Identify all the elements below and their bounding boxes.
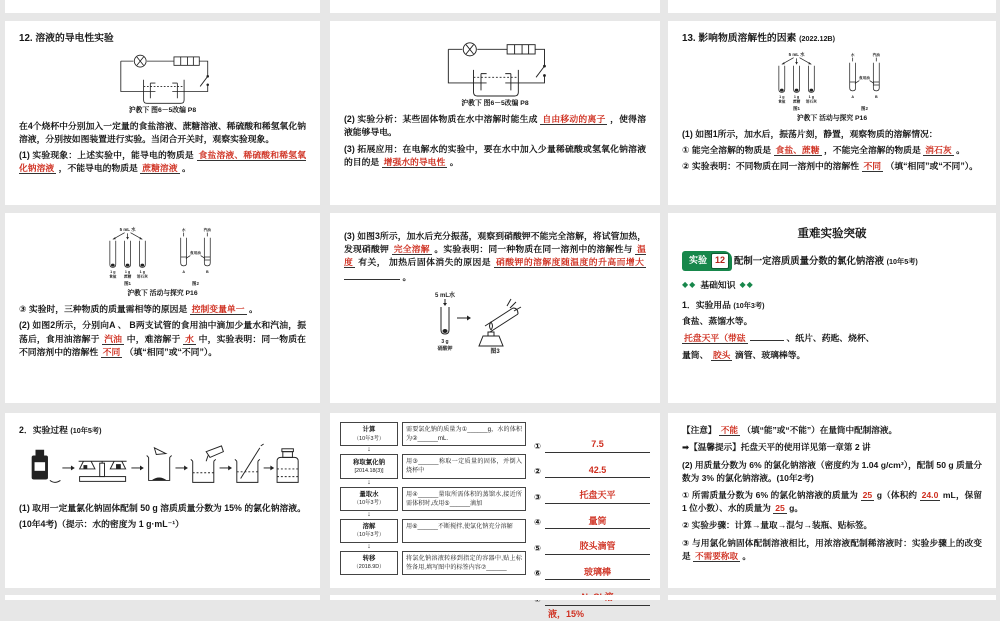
answer-nonconductive: 蔗糖溶液: [140, 163, 179, 174]
text-run: 。: [249, 304, 258, 314]
circled-number: ④: [534, 516, 541, 529]
label-lime: 消石灰: [136, 274, 147, 279]
label-mass1: 1 g: [110, 270, 115, 274]
procedure-flowchart: [340, 422, 650, 621]
p4-question2: [19, 319, 306, 359]
flowchart-step-transfer: [340, 551, 526, 575]
text-run: 。: [182, 163, 191, 173]
step-title: 称取氯化钠: [342, 458, 396, 468]
section-header: 重难实验突破: [682, 226, 982, 243]
heading-number: 13.: [682, 33, 696, 44]
solubility-test-diagram: [747, 51, 917, 113]
text-run: 。: [742, 551, 751, 561]
p9-tip: ➡【温馨提示】托盘天平的使用详见第一章第 2 讲: [682, 441, 982, 454]
answer-row-2: [534, 464, 650, 479]
step-tag: （10年3考）: [342, 531, 396, 539]
label-fig1: 图1: [124, 280, 131, 287]
experiment-badge-row: [682, 251, 982, 271]
page-2: [330, 21, 660, 205]
flowchart-steps: [340, 422, 526, 621]
step-desc: 将氯化钠溶液转移到指定的容器中,贴上标签备用,填写图中的标签内容⑦______: [402, 551, 526, 575]
circled-number: ⑤: [534, 542, 541, 555]
label-shui: 水: [851, 52, 855, 57]
text-run: ，不能导电的物质是: [59, 163, 138, 173]
answer-value: 量筒: [545, 515, 650, 530]
text-run: 。: [956, 145, 965, 155]
answer-value: 托盘天平: [545, 489, 650, 504]
label-fig3: 图3: [490, 347, 500, 355]
answer-gasoline: 汽油: [102, 334, 124, 345]
text-run: 。实验表明：同一种物质在同一溶剂中的溶解性与: [434, 244, 632, 254]
partial-page-top-1: [5, 0, 320, 13]
answer-no-weighing: 不需要称取: [693, 551, 740, 562]
text-run: ，使得溶液能够导电。: [344, 114, 646, 137]
figure-caption: 沪教下 活动与探究 P16: [19, 289, 306, 299]
answer-undissolved: 消石灰: [923, 145, 953, 156]
p3-sub1: [682, 144, 982, 157]
circuit-diagram: [425, 38, 565, 98]
label-salt: 食盐: [109, 274, 117, 279]
text-run: (3) 拓展应用：在电解水的实验中，要在水中加入少量稀硫酸或氢氧化钠溶液的目的是: [344, 144, 646, 167]
p7-item: [19, 424, 306, 437]
blank-line: [750, 331, 784, 341]
answer-water-25: 25: [773, 503, 787, 514]
step-tag: [2014.18(3)]: [342, 467, 396, 475]
subsection-label: 基础知识: [700, 279, 735, 292]
exam-tag: (10年3考): [733, 301, 764, 310]
heading-number: 12.: [19, 33, 33, 44]
text-run: ，不能完全溶解的物质是: [824, 145, 921, 155]
p3-question1: (1) 如图1所示，加水后，振荡片刻，静置，观察物质的溶解情况：: [682, 128, 982, 141]
battery-icon: [173, 57, 198, 65]
partial-page-top-2: [330, 0, 660, 13]
reagent-bottle-icon: [277, 449, 298, 483]
answer-temperature: 温度: [344, 244, 646, 268]
step-title: 量取水: [342, 490, 396, 500]
answer-value: 42.5: [545, 464, 650, 479]
label-fig2: 图2: [192, 280, 199, 287]
nacl-bottle-icon: [31, 450, 60, 483]
flowchart-step-dissolve: [340, 519, 526, 543]
answer-row-5: [534, 540, 650, 555]
subsection-basics: [682, 279, 982, 292]
label-kno3: 硝酸钾: [437, 345, 452, 352]
label-tube-a: A: [182, 270, 185, 274]
down-arrow-icon: ↓: [340, 511, 398, 519]
experiment-badge: [682, 251, 732, 271]
p9-sub3: [682, 537, 982, 563]
step-title: 计算: [342, 425, 396, 435]
label-fig2: 图2: [861, 105, 868, 112]
p7-question1-note: (10年4考)（提示：水的密度为 1 g·mL⁻¹）: [19, 518, 306, 531]
procedure-sequence-diagram: [24, 440, 302, 494]
item-title: 1．实验用品: [682, 300, 731, 310]
step-desc: 需要氯化钠的质量为①______g，水的体积为②______mL.: [402, 422, 526, 446]
page3-heading: [682, 32, 982, 47]
label-mass: 3 g: [441, 339, 448, 345]
answer-row-1: [534, 438, 650, 453]
text-run: ③ 与用氯化钠固体配制溶液相比，用浓溶液配制稀溶液时：实验步骤上的改变是: [682, 538, 982, 561]
p1-question1: [19, 149, 306, 175]
circled-number: ②: [534, 465, 541, 478]
label-cooking-oil: 食用油: [189, 250, 200, 255]
p6-item1: [682, 299, 982, 312]
p1-body: 在4个烧杯中分别加入一定量的食盐溶液、蔗糖溶液、稀硫酸和稀氢氧化钠溶液，分别按如图装置进行实验。当闭合开关时，观察实验现象。: [19, 120, 306, 146]
answer-different: 不同: [101, 347, 123, 358]
text-run: (2) 如图2所示，分别向A 、 B两支试管的食用油中滴加少量水和汽油，振荡后，食用油溶解于: [19, 320, 306, 343]
badge-label: 实验: [689, 254, 707, 268]
text-run: 有关， 加热后固体消失的原因是: [358, 257, 491, 267]
answer-balance: 托盘天平（带砝: [682, 333, 748, 344]
label-mass1: 1 g: [779, 95, 784, 99]
label-tube-a: A: [851, 95, 854, 99]
exam-tag: (10年5考): [70, 426, 101, 435]
answer-conductive: 食盐溶液、稀硫酸和稀氢氧化钠溶液: [19, 150, 306, 174]
flowchart-step-weigh: [340, 454, 526, 478]
figure-caption: 沪教下 图6－5改编 P8: [344, 99, 646, 109]
circled-number: ①: [534, 440, 541, 453]
label-gasoline: 汽油: [873, 52, 881, 57]
figure-caption: 沪教下 活动与探究 P16: [682, 114, 982, 124]
text-run: （填“能”或“不能”）在量筒中配制溶液。: [742, 425, 897, 435]
text-run: （填“相同”或“不同”）。: [886, 161, 978, 171]
answer-cannot: 不能: [719, 425, 740, 436]
text-run: ② 实验表明：不同物质在同一溶剂中的溶解性: [682, 161, 859, 171]
p3-sub2: [682, 160, 982, 173]
heating-diagram: [415, 290, 575, 354]
answer-conductivity: 增强水的导电性: [382, 157, 448, 168]
text-run: 。: [402, 272, 411, 282]
note-label: 【注意】: [682, 425, 716, 435]
page-6: [668, 213, 996, 403]
step-desc: 用③______称取一定质量的固体，并倒入烧杯中: [402, 454, 526, 478]
p6-line2: [682, 331, 982, 345]
heading-text: 影响物质溶解性的因素: [698, 33, 796, 44]
label-cooking-oil: 食用油: [859, 75, 870, 80]
label-water-5ml: 5 mL 水: [789, 51, 805, 58]
answer-mass-25: 25: [861, 490, 875, 501]
page-9: [668, 413, 996, 588]
experiment-title: [734, 254, 918, 268]
page-3: [668, 21, 996, 205]
answer-solubility-reason: 硝酸钾的溶解度随温度的升高而增大: [494, 257, 646, 268]
step-desc: 用④______量取所需体积的蒸馏水,接近所需体积时,改用⑤______滴加: [402, 487, 526, 511]
answer-control-variable: 控制变量单一: [190, 304, 247, 315]
step-tag: （2018.9D）: [342, 563, 396, 571]
page-1: [5, 21, 320, 205]
figure-caption: 沪教下 图6－5改编 P8: [19, 106, 306, 116]
p9-note: [682, 424, 982, 437]
exam-tag: (2022.12B): [799, 34, 835, 43]
text-run: g。: [789, 503, 803, 513]
heading-text: 溶液的导电性实验: [35, 33, 113, 44]
circled-number: ⑥: [534, 567, 541, 580]
answer-value: 胶头滴管: [545, 540, 650, 555]
step-title: 溶解: [342, 522, 396, 532]
balance-icon: [78, 461, 126, 481]
text-run: mL，保留 1 位小数）、水的质量为: [682, 490, 982, 513]
answer-7-continued: 液，15%: [548, 608, 650, 621]
p6-line3: [682, 349, 982, 362]
down-arrow-icon: ↓: [340, 543, 398, 551]
battery-icon: [507, 45, 535, 54]
beaker-solid-icon: [146, 448, 171, 481]
answer-free-ions: 自由移动的离子: [540, 114, 607, 125]
electrodes: [150, 83, 177, 98]
text-run: 中，实验表明：同一物质在不同溶剂中的溶解性: [19, 334, 306, 357]
label-water-5ml: 5 mL水: [435, 291, 455, 299]
step-desc: 用⑥______不断搅拌,使氯化钠充分溶解: [402, 519, 526, 543]
blank-line: [344, 270, 400, 280]
p2-question3: [344, 143, 646, 169]
partial-page-bottom-3: [668, 595, 996, 600]
answer-water: 水: [183, 334, 196, 345]
down-arrow-icon: ↓: [340, 446, 398, 454]
label-shui: 水: [181, 227, 185, 232]
p6-line1: 食盐、蒸馏水等。: [682, 315, 982, 328]
answer-dropper: 胶头: [711, 350, 733, 361]
label-salt: 食盐: [778, 98, 786, 103]
answer-value: 玻璃棒: [545, 566, 650, 581]
stirring-beaker-icon: [234, 444, 263, 482]
p5-question3: [344, 230, 646, 284]
page-7: [5, 413, 320, 588]
p2-question2: [344, 113, 646, 139]
label-fig1: 图1: [793, 105, 800, 112]
exam-tag: (10年5考): [887, 257, 918, 266]
answer-row-4: [534, 515, 650, 530]
label-tube-b: B: [875, 95, 878, 99]
text-run: g（体积约: [877, 490, 917, 500]
answer-dissolved: 食盐、蔗糖: [774, 145, 822, 156]
down-arrow-icon: ↓: [340, 479, 398, 487]
experiment-title-text: 配制一定溶质质量分数的氯化钠溶液: [734, 255, 884, 266]
page-4: [5, 213, 320, 403]
text-run: 。: [450, 157, 459, 167]
answer-row-3: [534, 489, 650, 504]
label-gasoline: 汽油: [203, 227, 211, 232]
answer-fully-dissolved: 完全溶解: [392, 244, 432, 255]
label-lime: 消石灰: [806, 98, 817, 103]
circled-number: ③: [534, 491, 541, 504]
label-mass3: 1 g: [139, 270, 144, 274]
p9-sub1: [682, 489, 982, 515]
text-run: 滴管、玻璃棒等。: [735, 350, 805, 360]
flowchart-step-calc: [340, 422, 526, 446]
text-run: ③ 实验时，三种物质的质量需相等的原因是: [19, 304, 187, 314]
text-run: ① 能完全溶解的物质是: [682, 145, 771, 155]
label-water-5ml: 5 mL 水: [119, 226, 135, 233]
diamond-icon: ◆◆: [740, 279, 754, 291]
step-tag: （10年3考）: [342, 499, 396, 507]
text-run: 量筒、: [682, 350, 708, 360]
partial-page-top-3: [668, 0, 996, 13]
hand-holding-tube: [485, 299, 521, 332]
label-mass2: 1 g: [124, 270, 129, 274]
p9-question2: (2) 用质量分数为 6% 的氯化钠溶液（密度约为 1.04 g/cm³），配制 50 g 质量分数为 3% 的氯化钠溶液。(10年2考): [682, 459, 982, 485]
label-mass3: 1 g: [809, 95, 814, 99]
text-run: (3) 如图3所示，加水后充分振荡，观察到硝酸钾不能完全溶解，将试管加热，发现硝酸钾: [344, 231, 646, 254]
circuit-diagram: [99, 51, 227, 105]
label-sugar: 蔗糖: [123, 274, 131, 279]
text-run: 、纸片、药匙、烧杯、: [787, 333, 875, 343]
label-tube-b: B: [205, 270, 208, 274]
answer-value: 7.5: [545, 438, 650, 453]
flowchart-step-measure: [340, 487, 526, 511]
pouring-water-icon: [190, 446, 223, 482]
page-5: [330, 213, 660, 403]
partial-page-bottom-1: [5, 595, 320, 600]
badge-number: 12: [711, 253, 729, 269]
flowchart-answers: [534, 422, 650, 621]
solubility-test-diagram: [78, 226, 248, 288]
text-run: (1) 实验现象：上述实验中，能导电的物质是: [19, 150, 194, 160]
item-title: 2．实验过程: [19, 425, 68, 435]
label-sugar: 蔗糖: [793, 98, 801, 103]
text-run: （填“相同”或“不同”）。: [125, 347, 217, 357]
p7-question1: (1) 取用一定量氯化钠固体配制 50 g 溶质质量分数为 15% 的氯化钠溶液。: [19, 502, 306, 515]
answer-different: 不同: [862, 161, 884, 172]
diamond-icon: ◆◆: [682, 279, 696, 291]
p4-sub3: [19, 303, 306, 316]
partial-page-bottom-2: [330, 595, 660, 600]
step-title: 转移: [342, 554, 396, 564]
electrodes: [481, 74, 511, 91]
answer-volume-24: 24.0: [920, 490, 941, 501]
page-8: [330, 413, 660, 588]
text-run: 中，难溶解于: [127, 334, 181, 344]
label-mass2: 1 g: [794, 95, 799, 99]
text-run: ① 所需质量分数为 6% 的氯化钠溶液的质量为: [682, 490, 858, 500]
page1-heading: [19, 32, 306, 47]
step-tag: （10年3考）: [342, 435, 396, 443]
answer-row-6: [534, 566, 650, 581]
text-run: (2) 实验分析：某些固体物质在水中溶解时能生成: [344, 114, 538, 124]
p9-sub2: ② 实验步骤：计算→量取→混匀→装瓶、贴标签。: [682, 519, 982, 532]
